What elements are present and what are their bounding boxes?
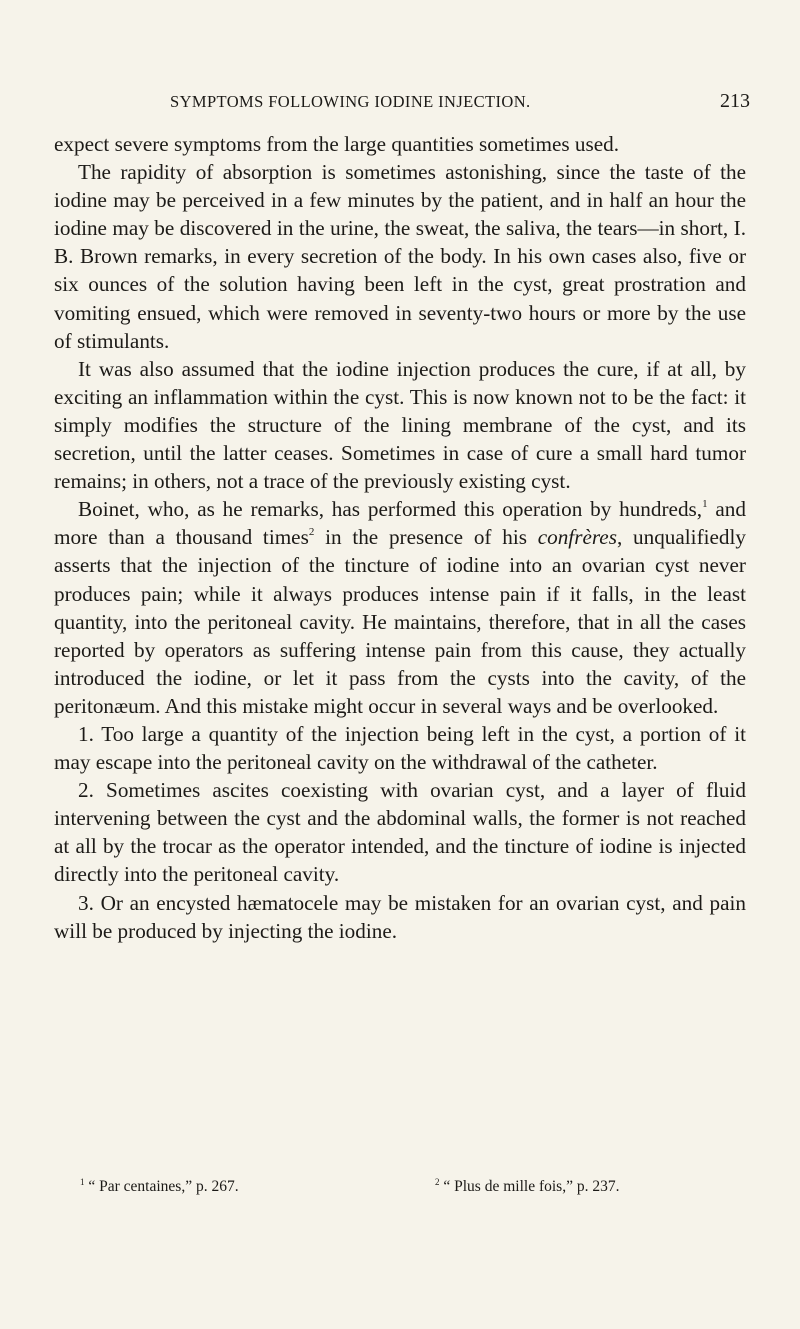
list-item-3: 3. Or an encysted hæmatocele may be mistaken for an ovarian cyst, and pain will be produced by injecting the iodine.	[54, 890, 746, 943]
footnote-1	[80, 1178, 435, 1196]
list-item-2: 2. Sometimes ascites coexisting with ovarian cyst, and a layer of fluid intervening between the cyst and the abdominal walls, the former is not reached at all by the trocar as the operator intended, and the tincture of iodine is injected directly into the peritoneal cavity.	[54, 778, 746, 887]
paragraph-boinet	[54, 495, 746, 720]
page-number: 213	[720, 90, 750, 112]
text-run: and more than a thousand times	[54, 497, 746, 550]
footnotes	[80, 1178, 740, 1196]
text-run: Boinet, who, as he remarks, has performed this operation by hundreds,	[78, 497, 703, 522]
list-item-1: 1. Too large a quantity of the injection being left in the cyst, a portion of it may escape into the peritoneal cavity on the withdrawal of the catheter.	[54, 721, 746, 775]
paragraph-absorption: The rapidity of absorption is sometimes astonishing, since the taste of the iodine may be perceived in a few minutes by the patient, and in half an hour the iodine may be discovered in the urine, the sweat, the saliva, the tears—in short, I. B. Brown remarks, in every secretion of the body. In his own cases also, five or six ounces of the solution having been left in the cyst, great prostration and vomiting ensued, which were removed in seventy-two hours or more by the use of stimulants.	[54, 160, 746, 353]
paragraph-continued: expect severe symptoms from the large quantities sometimes used.	[54, 132, 620, 156]
footnote-text-2: “ Plus de mille fois,” p. 237.	[439, 1178, 620, 1195]
paragraph-cure: It was also assumed that the iodine injection produces the cure, if at all, by exciting an inflammation within the cyst. This is now known not to be the fact: it simply modifies the structure of the lining membrane of the cyst, and its secretion, until the latter ceases. Sometimes in case of cure a small hard tumor remains; in others, not a trace of the previously existing cyst.	[54, 356, 746, 494]
italic-term: confrères	[537, 525, 617, 550]
footnote-ref-2: 2	[308, 526, 315, 539]
running-head	[170, 90, 750, 113]
footnote-2	[435, 1178, 619, 1196]
footnote-mark-2: 2	[435, 1177, 440, 1187]
footnote-text-1: “ Par centaines,” p. 267.	[84, 1178, 239, 1195]
running-head-title: SYMPTOMS FOLLOWING IODINE INJECTION.	[170, 92, 531, 111]
footnote-mark-1: 1	[80, 1177, 85, 1187]
text-run: in the presence of his	[314, 525, 538, 550]
text-run: , unqualifiedly asserts that the injection of the tincture of iodine into an ovarian cyst never produces pain; while it always produces intense pain if it falls, in the least quantity, into the peritoneal cavity. He maintains, therefore, that in all the cases reported by operators as suffering intense pain from this cause, they actually introduced the iodine, or let it pass from the cysts into the cavity, of the peritonæum. And this mistake might occur in several ways and be overlooked.	[54, 525, 746, 718]
footnote-ref-1: 1	[702, 498, 708, 511]
body-text	[54, 130, 746, 945]
